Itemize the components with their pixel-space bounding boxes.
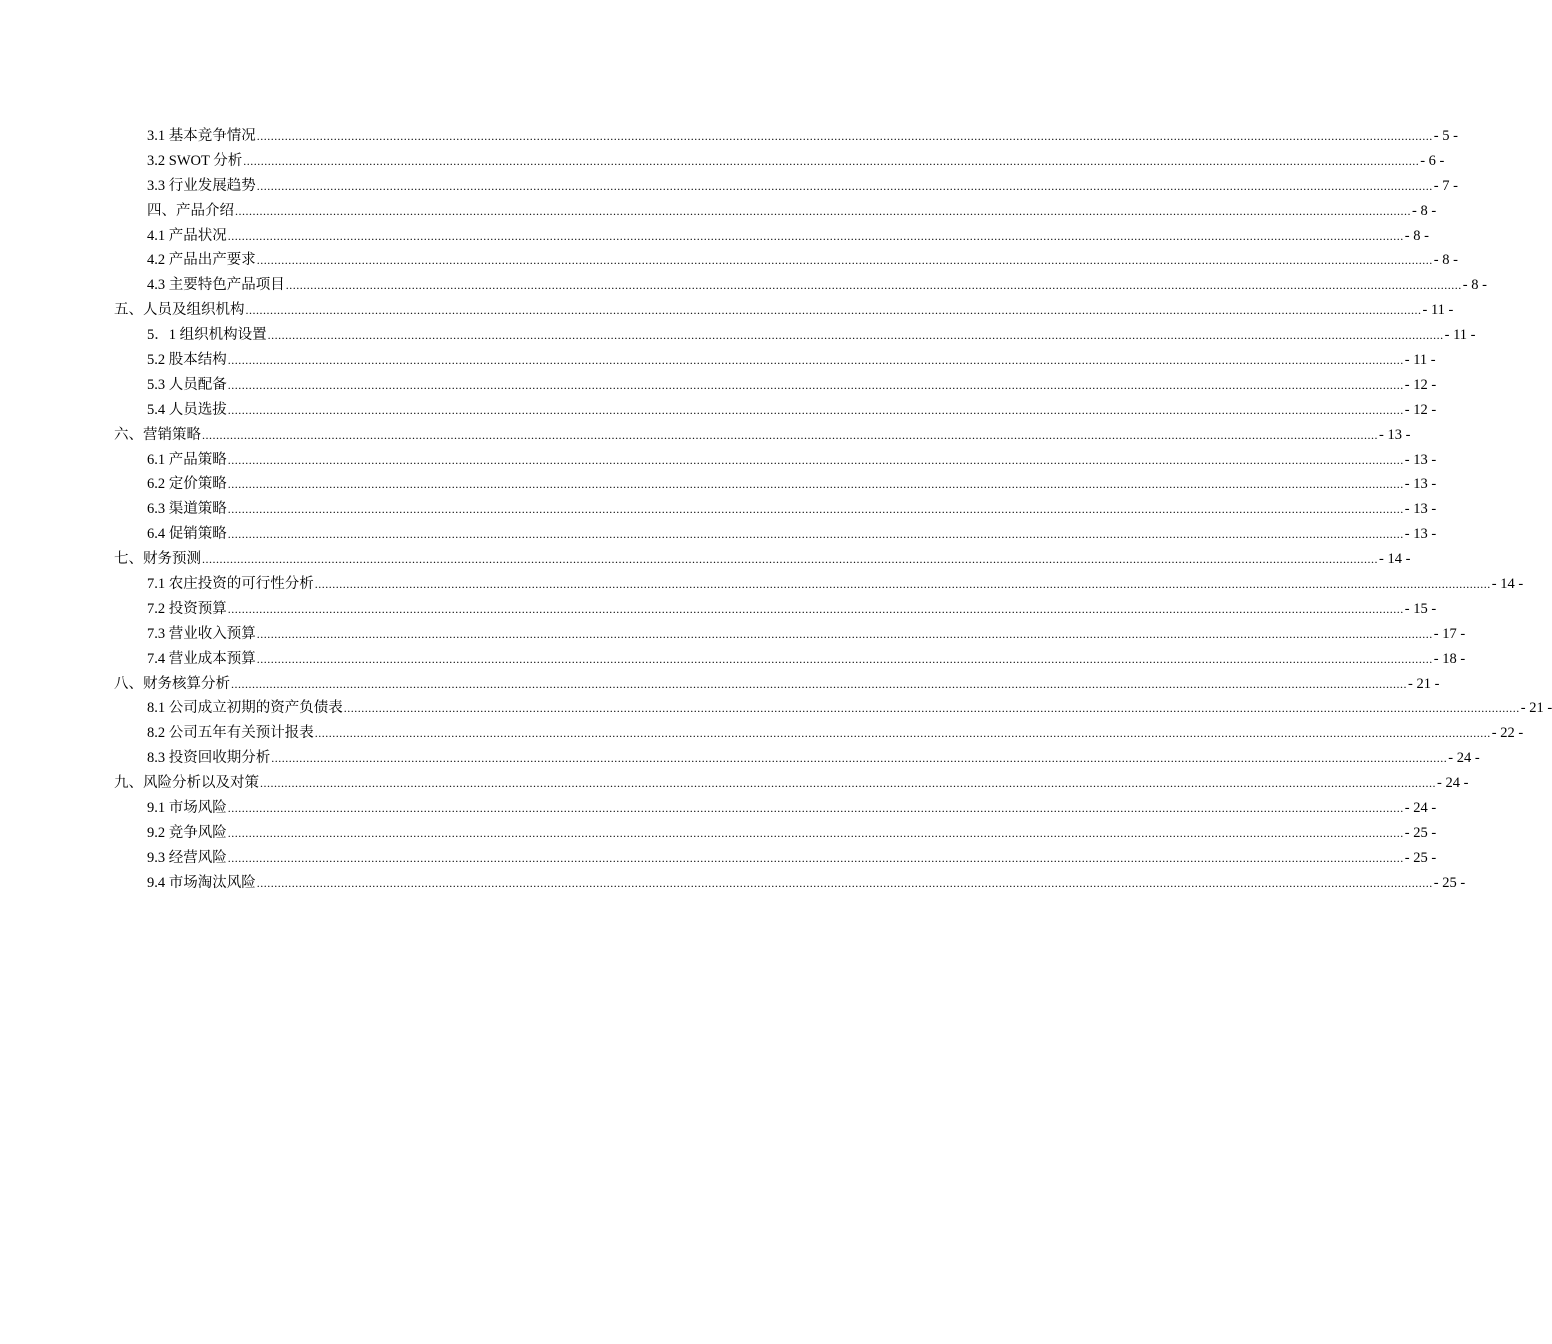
toc-entry-12[interactable] [114,423,1411,448]
toc-entry-page: - 8 - [1412,202,1437,219]
toc-entry-label: 8.3 投资回收期分析 [147,750,271,767]
toc-entry-page: - 15 - [1404,600,1437,617]
toc-entry-page: - 6 - [1420,152,1445,169]
toc-entry-6[interactable] [114,273,1487,298]
toc-entry-label: 6.1 产品策略 [147,451,227,468]
toc-leader-dots: ................................................................................................................................................................................................................................................................................................................................................ [256,875,1433,890]
toc-leader-dots: ................................................................................................................................................................................................................................................................................................................................................ [227,228,1404,243]
toc-leader-dots: ................................................................................................................................................................................................................................................................................................................................................ [243,153,1420,168]
toc-entry-5[interactable] [114,248,1458,273]
toc-entry-page: - 13 - [1404,451,1437,468]
toc-entry-page: - 17 - [1433,625,1466,642]
toc-entry-page: - 14 - [1491,576,1524,593]
toc-entry-20[interactable] [114,622,1466,647]
toc-leader-dots: ................................................................................................................................................................................................................................................................................................................................................ [256,178,1433,193]
toc-entry-label: 6.2 定价策略 [147,476,227,493]
toc-entry-page: - 8 - [1433,252,1458,269]
toc-entry-label: 八、财务核算分析 [114,675,230,692]
toc-leader-dots: ................................................................................................................................................................................................................................................................................................................................................ [227,825,1404,840]
toc-entry-2[interactable] [114,174,1458,199]
toc-entry-page: - 13 - [1404,501,1437,518]
toc-entry-page: - 11 - [1422,302,1454,319]
toc-entry-page: - 25 - [1404,849,1437,866]
toc-entry-page: - 12 - [1404,401,1437,418]
toc-entry-17[interactable] [114,547,1411,572]
toc-entry-label: 9.1 市场风险 [147,800,227,817]
toc-entry-page: - 24 - [1448,750,1480,767]
toc-entry-27[interactable] [114,796,1437,821]
toc-entry-7[interactable] [114,298,1454,323]
toc-entry-28[interactable] [114,821,1437,846]
toc-leader-dots: ................................................................................................................................................................................................................................................................................................................................................ [235,203,1411,218]
toc-leader-dots: ................................................................................................................................................................................................................................................................................................................................................ [245,303,1422,318]
toc-entry-10[interactable] [114,373,1437,398]
toc-entry-label: 四、产品介绍 [147,202,234,219]
toc-leader-dots: ................................................................................................................................................................................................................................................................................................................................................ [314,726,1491,741]
toc-entry-30[interactable] [114,871,1466,896]
toc-leader-dots: ................................................................................................................................................................................................................................................................................................................................................ [227,402,1404,417]
toc-entry-page: - 24 - [1437,775,1469,792]
toc-entry-page: - 13 - [1404,526,1437,543]
toc-leader-dots: ................................................................................................................................................................................................................................................................................................................................................ [227,502,1404,517]
toc-entry-label: 5.4 人员选拔 [147,401,227,418]
toc-entry-label: 8.2 公司五年有关预计报表 [147,725,314,742]
toc-entry-label: 七、财务预测 [114,551,201,568]
toc-leader-dots: ................................................................................................................................................................................................................................................................................................................................................ [267,328,1444,343]
toc-entry-29[interactable] [114,846,1437,871]
toc-entry-label: 9.3 经营风险 [147,849,227,866]
toc-entry-label: 7.3 营业收入预算 [147,625,256,642]
toc-entry-19[interactable] [114,597,1437,622]
toc-leader-dots: ................................................................................................................................................................................................................................................................................................................................................ [285,278,1462,293]
toc-entry-page: - 21 - [1520,700,1552,717]
toc-leader-dots: ................................................................................................................................................................................................................................................................................................................................................ [227,527,1404,542]
toc-entry-label: 7.1 农庄投资的可行性分析 [147,576,314,593]
toc-entry-label: 5.3 人员配备 [147,376,227,393]
toc-entry-label: 3.3 行业发展趋势 [147,177,256,194]
toc-entry-15[interactable] [114,497,1437,522]
toc-entry-page: - 25 - [1433,874,1466,891]
toc-entry-14[interactable] [114,472,1437,497]
toc-entry-label: 4.2 产品出产要求 [147,252,256,269]
toc-entry-page: - 24 - [1404,800,1437,817]
toc-entry-24[interactable] [114,721,1524,746]
toc-leader-dots: ................................................................................................................................................................................................................................................................................................................................................ [260,776,1436,791]
toc-leader-dots: ................................................................................................................................................................................................................................................................................................................................................ [227,452,1404,467]
toc-leader-dots: ................................................................................................................................................................................................................................................................................................................................................ [314,577,1491,592]
toc-entry-page: - 18 - [1433,650,1466,667]
toc-entry-label: 五、人员及组织机构 [114,302,245,319]
toc-leader-dots: ................................................................................................................................................................................................................................................................................................................................................ [231,676,1407,691]
toc-entry-label: 6.4 促销策略 [147,526,227,543]
toc-entry-page: - 8 - [1404,227,1429,244]
toc-entry-label: 4.3 主要特色产品项目 [147,277,285,294]
toc-leader-dots: ................................................................................................................................................................................................................................................................................................................................................ [256,253,1433,268]
toc-entry-4[interactable] [114,224,1429,249]
toc-entry-page: - 5 - [1433,128,1458,144]
toc-leader-dots: ................................................................................................................................................................................................................................................................................................................................................ [256,651,1433,666]
toc-entry-page: - 22 - [1491,725,1524,742]
toc-leader-dots: ................................................................................................................................................................................................................................................................................................................................................ [202,427,1378,442]
toc-entry-page: - 12 - [1404,376,1437,393]
toc-leader-dots: ................................................................................................................................................................................................................................................................................................................................................ [256,626,1433,641]
toc-entry-13[interactable] [114,448,1437,473]
toc-entry-label: 5．1 组织机构设置 [147,327,267,344]
toc-entry-page: - 11 - [1404,352,1436,369]
toc-entry-label: 7.4 营业成本预算 [147,650,256,667]
toc-entry-label: 3.1 基本竞争情况 [147,128,256,144]
toc-leader-dots: ................................................................................................................................................................................................................................................................................................................................................ [227,601,1404,616]
toc-entry-25[interactable] [114,746,1480,771]
toc-entry-0[interactable] [114,124,1458,149]
toc-entry-page: - 21 - [1408,675,1440,692]
toc-entry-26[interactable] [114,771,1469,796]
toc-leader-dots: ................................................................................................................................................................................................................................................................................................................................................ [227,801,1404,816]
toc-entry-18[interactable] [114,572,1524,597]
toc-leader-dots: ................................................................................................................................................................................................................................................................................................................................................ [227,377,1404,392]
toc-entry-23[interactable] [114,696,1552,721]
toc-entry-9[interactable] [114,348,1436,373]
toc-entry-8[interactable] [114,323,1476,348]
toc-entry-page: - 8 - [1462,277,1487,294]
toc-entry-21[interactable] [114,647,1466,672]
toc-entry-22[interactable] [114,672,1440,697]
toc-entry-label: 8.1 公司成立初期的资产负债表 [147,700,343,717]
toc-entry-label: 6.3 渠道策略 [147,501,227,518]
toc-entry-page: - 25 - [1404,824,1437,841]
toc-entry-label: 7.2 投资预算 [147,600,227,617]
toc-leader-dots: ................................................................................................................................................................................................................................................................................................................................................ [343,701,1520,716]
toc-entry-1[interactable] [114,149,1445,174]
table-of-contents [114,124,1552,896]
toc-leader-dots: ................................................................................................................................................................................................................................................................................................................................................ [227,353,1404,368]
toc-leader-dots: ................................................................................................................................................................................................................................................................................................................................................ [227,850,1404,865]
toc-entry-label: 六、营销策略 [114,426,201,443]
toc-entry-16[interactable] [114,522,1437,547]
toc-entry-label: 5.2 股本结构 [147,352,227,369]
toc-leader-dots: ................................................................................................................................................................................................................................................................................................................................................ [256,129,1433,143]
toc-entry-page: - 13 - [1379,426,1411,443]
toc-entry-label: 3.2 SWOT 分析 [147,152,243,169]
toc-entry-3[interactable] [114,199,1437,224]
toc-entry-page: - 7 - [1433,177,1458,194]
toc-entry-page: - 11 - [1444,327,1476,344]
toc-entry-label: 9.4 市场淘汰风险 [147,874,256,891]
toc-entry-label: 9.2 竞争风险 [147,824,227,841]
toc-leader-dots: ................................................................................................................................................................................................................................................................................................................................................ [271,751,1448,766]
toc-entry-11[interactable] [114,398,1437,423]
toc-entry-label: 九、风险分析以及对策 [114,775,259,792]
toc-entry-page: - 13 - [1404,476,1437,493]
toc-leader-dots: ................................................................................................................................................................................................................................................................................................................................................ [227,477,1404,492]
toc-entry-page: - 14 - [1379,551,1411,568]
toc-entry-label: 4.1 产品状况 [147,227,227,244]
toc-leader-dots: ................................................................................................................................................................................................................................................................................................................................................ [202,552,1378,567]
